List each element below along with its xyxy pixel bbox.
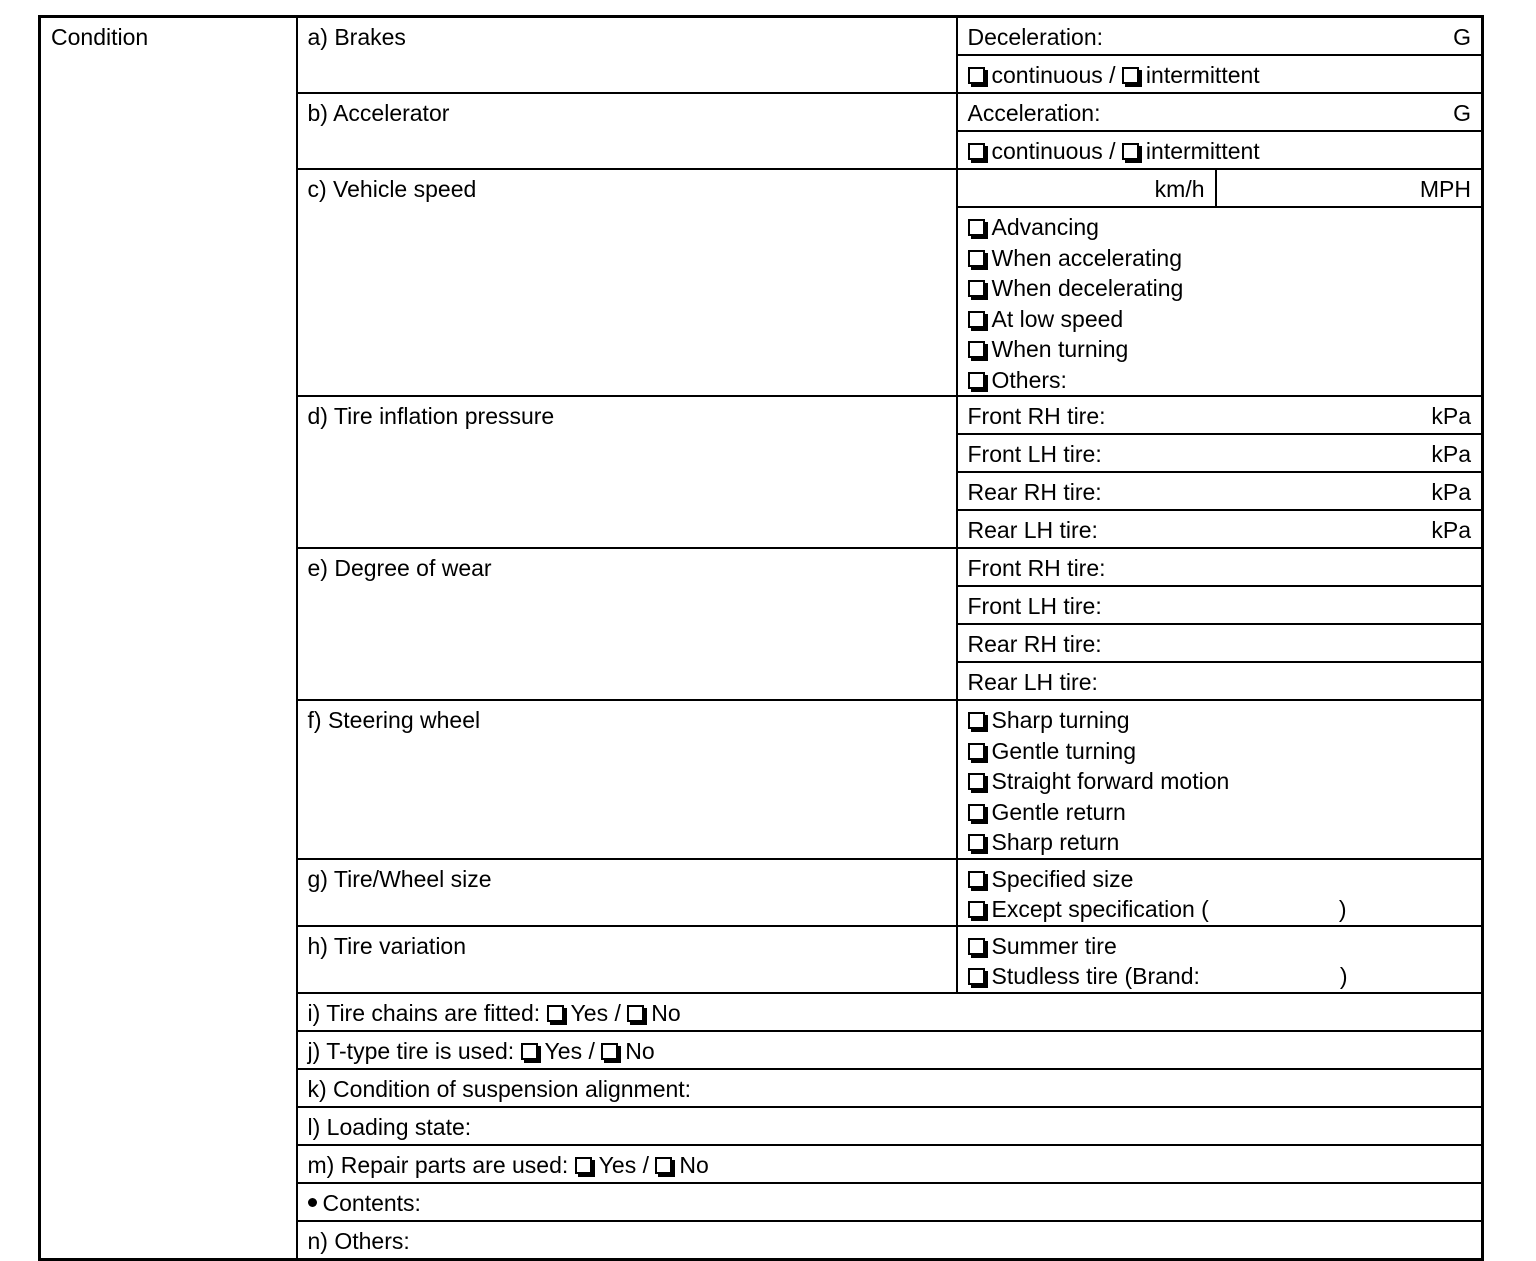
tire-wheel-size-label: g) Tire/Wheel size: [307, 865, 492, 892]
pressure-rear-rh-label: Rear RH tire:: [967, 479, 1102, 505]
acceleration-unit: G: [1453, 100, 1472, 126]
vehicle-speed-label-cell: [297, 169, 957, 396]
brakes-continuous-checkbox[interactable]: [968, 67, 985, 84]
repair-parts-no-label: No: [679, 1151, 709, 1178]
acceleration-label: Acceleration:: [967, 100, 1101, 126]
tire-variation-label: h) Tire variation: [307, 932, 467, 959]
studless-tire-checkbox[interactable]: [968, 968, 985, 985]
wear-front-lh-field[interactable]: [957, 586, 1483, 624]
sharp-turning-label: Sharp turning: [991, 707, 1130, 733]
wear-label: e) Degree of wear: [307, 555, 492, 581]
except-specification-label: Except specification (: [991, 896, 1209, 922]
close-paren: ): [1338, 896, 1347, 922]
deceleration-label: Deceleration:: [967, 24, 1104, 50]
when-accelerating-checkbox[interactable]: [968, 250, 985, 267]
suspension-alignment-field[interactable]: [297, 1069, 1483, 1107]
repair-parts-label: m) Repair parts are used:: [307, 1151, 569, 1178]
pressure-rear-lh-label: Rear LH tire:: [967, 517, 1098, 543]
separator: /: [588, 1037, 595, 1064]
accelerator-label-cell: [297, 93, 957, 169]
condition-label-cell: [40, 17, 297, 1260]
steering-label-cell: [297, 700, 957, 859]
advancing-label: Advancing: [991, 214, 1099, 240]
pressure-rear-rh-field[interactable]: [957, 472, 1483, 510]
accelerator-label: b) Accelerator: [307, 100, 450, 126]
pressure-front-rh-field[interactable]: [957, 396, 1483, 434]
repair-parts-yes-checkbox[interactable]: [575, 1157, 592, 1174]
tire-chains-yes-label: Yes: [570, 999, 609, 1026]
vehicle-speed-options: [957, 207, 1483, 396]
wear-front-lh-label: Front LH tire:: [967, 593, 1102, 619]
condition-form-table: [38, 15, 1484, 1261]
loading-state-label: l) Loading state:: [307, 1113, 472, 1140]
when-turning-checkbox[interactable]: [968, 341, 985, 358]
close-paren: ): [1339, 963, 1348, 989]
others-checkbox[interactable]: [968, 372, 985, 389]
pressure-unit: kPa: [1431, 517, 1472, 543]
when-decelerating-checkbox[interactable]: [968, 280, 985, 297]
speed-kmh-field[interactable]: [957, 169, 1216, 207]
pressure-unit: kPa: [1431, 479, 1472, 505]
tire-chains-no-label: No: [651, 999, 681, 1026]
tire-chains-row: [297, 993, 1483, 1031]
at-low-speed-checkbox[interactable]: [968, 311, 985, 328]
loading-state-field[interactable]: [297, 1107, 1483, 1145]
sharp-return-label: Sharp return: [991, 829, 1120, 855]
when-accelerating-label: When accelerating: [991, 244, 1182, 271]
acceleration-field[interactable]: [957, 93, 1483, 131]
pressure-unit: kPa: [1431, 403, 1472, 429]
tire-chains-no-checkbox[interactable]: [627, 1005, 644, 1022]
mph-unit: MPH: [1419, 176, 1472, 202]
at-low-speed-label: At low speed: [991, 305, 1124, 332]
contents-label: Contents:: [322, 1189, 421, 1216]
wear-front-rh-field[interactable]: [957, 548, 1483, 586]
accelerator-intermittent-checkbox[interactable]: [1122, 143, 1139, 160]
pressure-unit: kPa: [1431, 441, 1472, 467]
when-decelerating-label: When decelerating: [991, 275, 1184, 301]
straight-forward-label: Straight forward motion: [991, 768, 1230, 794]
tire-chains-label: i) Tire chains are fitted:: [307, 999, 541, 1026]
condition-label: Condition: [51, 24, 149, 50]
gentle-turning-label: Gentle turning: [991, 737, 1136, 764]
brakes-intermittent-checkbox[interactable]: [1122, 67, 1139, 84]
gentle-return-checkbox[interactable]: [968, 804, 985, 821]
when-turning-label: When turning: [991, 336, 1129, 362]
repair-parts-yes-label: Yes: [598, 1151, 637, 1178]
summer-tire-label: Summer tire: [991, 932, 1117, 959]
kmh-unit: km/h: [1154, 176, 1205, 202]
contents-field[interactable]: [297, 1183, 1483, 1221]
tire-variation-label-cell: [297, 926, 957, 993]
except-specification-checkbox[interactable]: [968, 901, 985, 918]
tire-wheel-size-options: [957, 859, 1483, 926]
accelerator-intermittent-label: intermittent: [1145, 138, 1260, 164]
brakes-intermittent-label: intermittent: [1145, 62, 1260, 88]
specified-size-checkbox[interactable]: [968, 871, 985, 888]
accelerator-continuous-checkbox[interactable]: [968, 143, 985, 160]
wear-rear-rh-field[interactable]: [957, 624, 1483, 662]
repair-parts-row: [297, 1145, 1483, 1183]
tire-wheel-size-label-cell: [297, 859, 957, 926]
separator: /: [614, 999, 621, 1026]
brakes-continuous-label: continuous: [991, 62, 1103, 88]
separator: /: [1109, 62, 1116, 88]
studless-tire-label: Studless tire (Brand:: [991, 963, 1200, 989]
pressure-front-lh-label: Front LH tire:: [967, 441, 1102, 467]
t-type-tire-label: j) T-type tire is used:: [307, 1037, 515, 1064]
wear-rear-lh-field[interactable]: [957, 662, 1483, 700]
brakes-label: a) Brakes: [307, 24, 406, 50]
suspension-alignment-label: k) Condition of suspension alignment:: [307, 1075, 692, 1102]
tire-chains-yes-checkbox[interactable]: [547, 1005, 564, 1022]
tire-variation-options: [957, 926, 1483, 993]
bullet-icon: [308, 1198, 317, 1207]
brakes-label-cell: [297, 17, 957, 94]
wear-rear-rh-label: Rear RH tire:: [967, 631, 1102, 657]
t-type-yes-checkbox[interactable]: [521, 1043, 538, 1060]
straight-forward-checkbox[interactable]: [968, 773, 985, 790]
brakes-options: [957, 55, 1483, 93]
pressure-rear-lh-field[interactable]: [957, 510, 1483, 548]
t-type-no-checkbox[interactable]: [601, 1043, 618, 1060]
advancing-checkbox[interactable]: [968, 219, 985, 236]
gentle-turning-checkbox[interactable]: [968, 743, 985, 760]
accelerator-options: [957, 131, 1483, 169]
wear-label-cell: [297, 548, 957, 700]
steering-options: [957, 700, 1483, 859]
others-row-label: n) Others:: [307, 1227, 410, 1254]
pressure-front-rh-label: Front RH tire:: [967, 403, 1106, 429]
separator: /: [1109, 138, 1116, 164]
summer-tire-checkbox[interactable]: [968, 938, 985, 955]
repair-parts-no-checkbox[interactable]: [655, 1157, 672, 1174]
t-type-tire-row: [297, 1031, 1483, 1069]
wear-rear-lh-label: Rear LH tire:: [967, 669, 1098, 695]
speed-mph-field[interactable]: [1216, 169, 1483, 207]
accelerator-continuous-label: continuous: [991, 138, 1103, 164]
deceleration-field[interactable]: [957, 17, 1483, 56]
tire-pressure-label: d) Tire inflation pressure: [307, 403, 555, 429]
t-type-no-label: No: [625, 1037, 655, 1064]
sharp-turning-checkbox[interactable]: [968, 712, 985, 729]
gentle-return-label: Gentle return: [991, 798, 1126, 825]
wear-front-rh-label: Front RH tire:: [967, 555, 1106, 581]
pressure-front-lh-field[interactable]: [957, 434, 1483, 472]
steering-label: f) Steering wheel: [307, 707, 481, 733]
others-label: Others:: [991, 366, 1067, 393]
separator: /: [642, 1151, 649, 1178]
t-type-yes-label: Yes: [544, 1037, 583, 1064]
specified-size-label: Specified size: [991, 865, 1134, 892]
others-field[interactable]: [297, 1221, 1483, 1260]
sharp-return-checkbox[interactable]: [968, 834, 985, 851]
deceleration-unit: G: [1453, 24, 1472, 50]
tire-pressure-label-cell: [297, 396, 957, 548]
vehicle-speed-label: c) Vehicle speed: [307, 176, 477, 202]
